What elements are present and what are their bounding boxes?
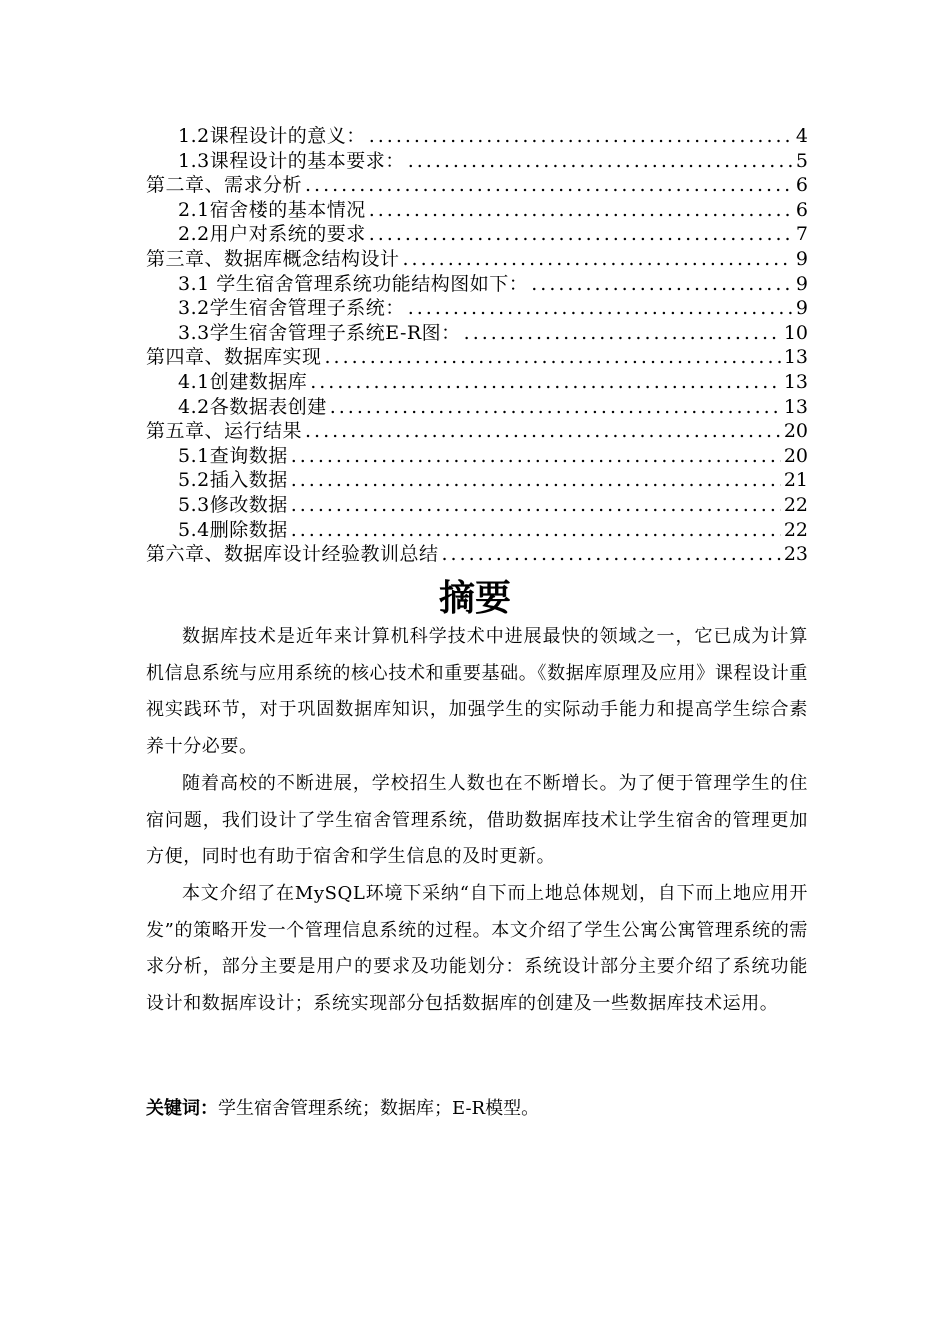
toc-entry-page-number: 9 [795, 272, 808, 295]
toc-entry[interactable] [146, 222, 808, 247]
toc-leader-dots [291, 493, 781, 518]
toc-entry-page-number: 21 [783, 469, 808, 492]
toc-entry-title: 3.1 学生宿舍管理系统功能结构图如下： [178, 272, 529, 295]
toc-entry[interactable] [146, 370, 808, 395]
toc-entry-page-number: 13 [783, 395, 808, 418]
toc-leader-dots [531, 272, 793, 297]
toc-leader-dots [403, 247, 793, 272]
toc-entry-title: 3.3学生宿舍管理子系统E-R图： [178, 321, 461, 344]
toc-entry[interactable] [146, 419, 808, 444]
toc-leader-dots [310, 370, 781, 395]
toc-entry-page-number: 6 [795, 174, 808, 197]
toc-entry[interactable] [146, 321, 808, 346]
toc-entry[interactable] [146, 296, 808, 321]
toc-leader-dots [291, 518, 781, 543]
toc-leader-dots [408, 296, 793, 321]
toc-leader-dots [442, 542, 781, 567]
toc-entry-title: 1.2课程设计的意义： [178, 125, 366, 147]
toc-entry-title: 2.1宿舍楼的基本情况 [178, 198, 366, 221]
toc-leader-dots [369, 222, 793, 247]
toc-entry-page-number: 5 [795, 149, 808, 172]
toc-entry[interactable] [146, 272, 808, 297]
toc-entry-title: 5.4删除数据 [178, 518, 288, 541]
toc-entry-title: 第三章、数据库概念结构设计 [146, 247, 400, 270]
toc-leader-dots [305, 419, 781, 444]
keywords-label: 关键词： [146, 1098, 218, 1119]
toc-entry-page-number: 4 [795, 125, 808, 147]
toc-entry-page-number: 10 [783, 321, 808, 344]
toc-leader-dots [408, 149, 793, 174]
toc-entry-page-number: 22 [783, 518, 808, 541]
toc-entry-title: 5.3修改数据 [178, 493, 288, 516]
abstract-heading: 摘要 [438, 578, 511, 619]
toc-entry-title: 5.2插入数据 [178, 469, 288, 492]
toc-entry-title: 第二章、需求分析 [146, 174, 303, 197]
toc-entry[interactable] [146, 444, 808, 469]
toc-entry-title: 5.1查询数据 [178, 444, 288, 467]
toc-leader-dots [325, 345, 781, 370]
toc-entry-page-number: 22 [783, 493, 808, 516]
toc-leader-dots [291, 468, 781, 493]
toc-leader-dots [291, 444, 781, 469]
toc-leader-dots [464, 321, 781, 346]
toc-leader-dots [369, 198, 793, 223]
toc-entry-page-number: 7 [795, 223, 808, 246]
toc-entry-page-number: 20 [783, 420, 808, 443]
toc-entry[interactable] [146, 345, 808, 370]
toc-entry[interactable] [146, 173, 808, 198]
toc-entry[interactable] [146, 493, 808, 518]
toc-entry-page-number: 20 [783, 444, 808, 467]
abstract-paragraph: 本文介绍了在MySQL环境下采纳“自下而上地总体规划，自下而上地应用开发”的策略开发一个管理信息系统的过程。本文介绍了学生公寓公寓管理系统的需求分析，部分主要是用户的要求及功能划分：系统设计部分主要介绍了系统功能设计和数据库设计；系统实现部分包括数据库的创建及一些数据库技术运用。 [146, 882, 808, 1015]
keywords-text: 学生宿舍管理系统；数据库；E-R模型。 [218, 1098, 540, 1119]
toc-entry-page-number: 13 [783, 370, 808, 393]
toc-entry[interactable] [146, 149, 808, 174]
abstract-body [146, 619, 808, 1023]
toc-entry[interactable] [146, 395, 808, 420]
toc-entry-title: 第五章、运行结果 [146, 420, 303, 443]
toc-entry-page-number: 9 [795, 297, 808, 320]
toc-leader-dots [305, 173, 793, 198]
toc-entry-page-number: 6 [795, 198, 808, 221]
toc-entry-title: 第四章、数据库实现 [146, 346, 322, 369]
toc-entry-title: 2.2用户对系统的要求 [178, 223, 366, 246]
toc-entry[interactable] [146, 518, 808, 543]
toc-leader-dots [330, 395, 781, 420]
toc-entry-title: 1.3课程设计的基本要求： [178, 149, 405, 172]
toc-entry[interactable] [146, 124, 808, 149]
keywords-line [146, 1094, 808, 1124]
toc-entry-title: 3.2学生宿舍管理子系统： [178, 297, 405, 320]
toc-entry-title: 4.2各数据表创建 [178, 395, 327, 418]
toc-entry-page-number: 9 [795, 247, 808, 270]
toc-entry-title: 第六章、数据库设计经验教训总结 [146, 543, 439, 566]
toc-leader-dots [369, 124, 793, 149]
toc-entry[interactable] [146, 542, 808, 567]
toc-entry[interactable] [146, 247, 808, 272]
table-of-contents [146, 124, 808, 567]
abstract-paragraph: 数据库技术是近年来计算机科学技术中进展最快的领域之一，它已成为计算机信息系统与应用系统的核心技术和重要基础。《数据库原理及应用》课程设计重视实践环节，对于巩固数据库知识，加强学生的实际动手能力和提高学生综合素养十分必要。 [146, 626, 808, 758]
toc-entry[interactable] [146, 468, 808, 493]
toc-entry-page-number: 13 [783, 346, 808, 369]
abstract-paragraph: 随着高校的不断进展，学校招生人数也在不断增长。为了便于管理学生的住宿问题，我们设计了学生宿舍管理系统，借助数据库技术让学生宿舍的管理更加方便，同时也有助于宿舍和学生信息的及时更新。 [146, 772, 808, 868]
toc-entry-page-number: 23 [783, 543, 808, 566]
toc-entry[interactable] [146, 198, 808, 223]
toc-entry-title: 4.1创建数据库 [178, 370, 308, 393]
